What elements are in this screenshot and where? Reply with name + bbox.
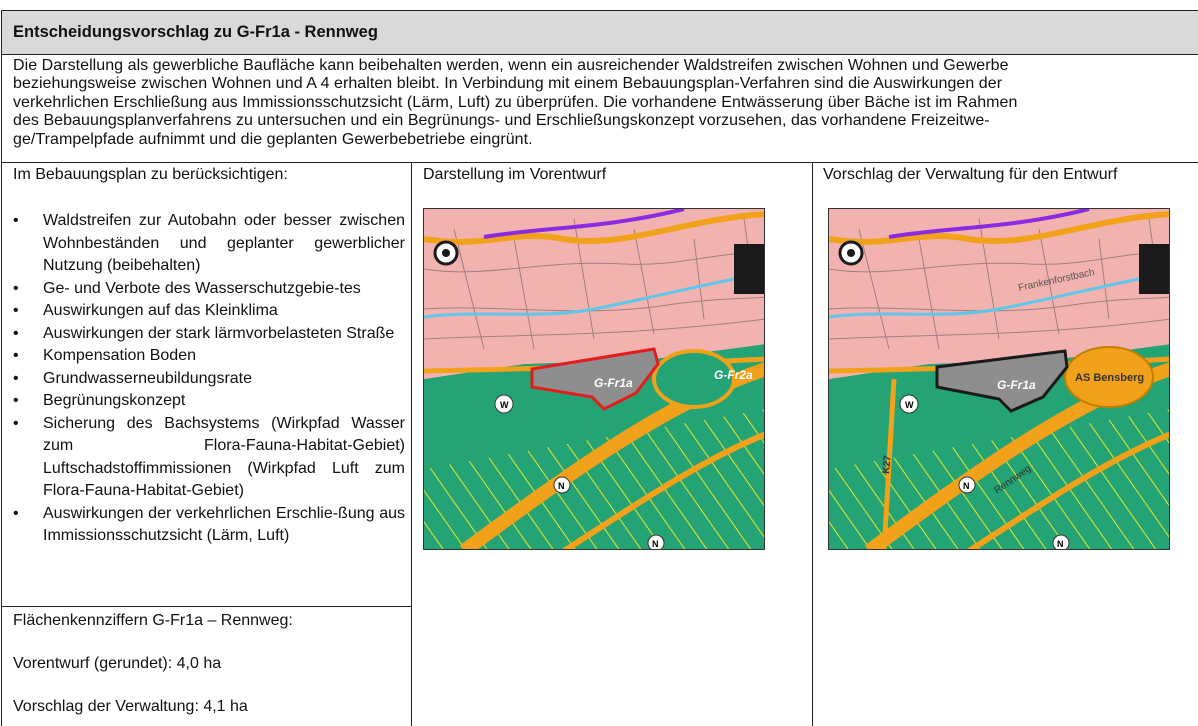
intro-line: Die Darstellung als gewerbliche Baufläche kann beibehalten werden, wenn ein ausreichender Waldstreifen zwischen Wohnen und Gewerbe xyxy=(13,57,1009,74)
bullet: • xyxy=(13,324,19,342)
street-label: Rennweg xyxy=(992,463,1034,497)
list-item xyxy=(13,345,405,368)
list-item xyxy=(13,368,405,391)
w-symbol-label: W xyxy=(905,400,914,410)
list-item-text: Sicherung des Bachsystems (Wirkpfad Wasser zum Flora-Fauna-Habitat-Gebiet) Luftschadstoffimmissionen (Wirkpfad Luft zum Flora-Fauna-Habitat-Gebiet) xyxy=(43,414,405,499)
bullet: • xyxy=(13,369,19,387)
bullet: • xyxy=(13,504,19,522)
station-symbol-dot xyxy=(847,249,855,257)
page-title: Entscheidungsvorschlag zu G-Fr1a - Rennweg xyxy=(13,23,378,41)
table-border-header xyxy=(1,54,1198,55)
draft-map-canvas xyxy=(424,209,765,550)
interchange-label: AS Bensberg xyxy=(1075,372,1145,384)
list-item xyxy=(13,413,405,503)
intro-text xyxy=(13,57,1017,149)
table-border-col2 xyxy=(812,162,813,726)
table-border-top xyxy=(1,10,1198,11)
column-heading-considerations: Im Bebauungsplan zu berücksichtigen: xyxy=(13,166,288,183)
bullet: • xyxy=(13,414,19,432)
bullet: • xyxy=(13,392,19,409)
intro-line: beziehungsweise zwischen Wohnen und A 4 erhalten bleibt. In Verbindung mit einem Bebauungsplan-Verfahren sind die Auswirkungen der xyxy=(13,75,1003,93)
intro-line: ge/Trampelpfade aufnimmt und die geplanten Gewerbebetriebe eingrünt. xyxy=(13,130,533,148)
area-label: G-Fr1a xyxy=(997,378,1036,392)
column-heading-proposal: Vorschlag der Verwaltung für den Entwurf xyxy=(823,166,1118,183)
list-item xyxy=(13,323,405,346)
bullet: • xyxy=(13,302,19,319)
facility-symbol xyxy=(1139,244,1170,294)
table-border-intro xyxy=(1,162,1198,163)
list-item-text: Kompensation Boden xyxy=(43,347,196,364)
list-item-text: Ge- und Verbote des Wasserschutzgebie-tes xyxy=(43,279,361,297)
list-item xyxy=(13,210,405,278)
list-item xyxy=(13,300,405,323)
list-item xyxy=(13,503,405,548)
draft-map xyxy=(423,208,765,550)
list-item-text: Grundwasserneubildungsrate xyxy=(43,369,253,387)
road-label: K27 xyxy=(881,455,894,475)
area-info-proposal: Vorschlag der Verwaltung: 4,1 ha xyxy=(13,698,248,715)
proposal-map xyxy=(828,208,1170,550)
list-item-text: Auswirkungen auf das Kleinklima xyxy=(43,302,278,319)
proposal-map-canvas xyxy=(829,209,1170,550)
table-border-col1 xyxy=(411,162,412,726)
table-border-info xyxy=(1,606,412,607)
facility-symbol xyxy=(734,244,765,294)
list-item-text: Auswirkungen der verkehrlichen Erschlie-ßung aus Immissionsschutzsicht (Lärm, Luft) xyxy=(43,504,405,544)
street-label: Frankenforstbach xyxy=(1017,266,1096,294)
table-border-left xyxy=(1,10,2,726)
area-info-draft: Vorentwurf (gerundet): 4,0 ha xyxy=(13,655,222,672)
n-symbol-label: N xyxy=(558,481,565,491)
area-label: G-Fr1a xyxy=(594,376,633,390)
n-symbol-label: N xyxy=(963,481,970,491)
neighbor-label: G-Fr2a xyxy=(714,368,753,382)
bullet: • xyxy=(13,212,19,229)
list-item-text: Begrünungskonzept xyxy=(43,392,186,409)
considerations-list xyxy=(13,210,405,548)
intro-line: verkehrlichen Erschließung aus Immissionsschutzsicht (Lärm, Luft) zu überprüfen. Die vorhandene Entwässerung über Bäche ist im Rahmen xyxy=(13,93,1018,111)
list-item-text: Auswirkungen der stark lärmvorbelasteten Straße xyxy=(43,324,395,342)
w-symbol-label: W xyxy=(500,400,509,410)
n-symbol-label: N xyxy=(652,539,659,549)
bullet: • xyxy=(13,347,19,364)
column-heading-draft: Darstellung im Vorentwurf xyxy=(423,166,607,183)
bullet: • xyxy=(13,279,19,297)
n-symbol-label: N xyxy=(1057,539,1064,549)
station-symbol-dot xyxy=(442,249,450,257)
area-info-heading: Flächenkennziffern G-Fr1a – Rennweg: xyxy=(13,612,293,629)
list-item xyxy=(13,278,405,301)
list-item-text: Waldstreifen zur Autobahn oder besser zwischen Wohnbeständen und geplanter gewerblicher Nutzung (beibehalten) xyxy=(43,212,405,274)
intro-line: des Bebauungsplanverfahrens zu untersuchen und ein Begrünungs- und Erschließungskonzept vorzusehen, das vorhandene Freizeitwe- xyxy=(13,112,990,130)
list-item xyxy=(13,390,405,413)
